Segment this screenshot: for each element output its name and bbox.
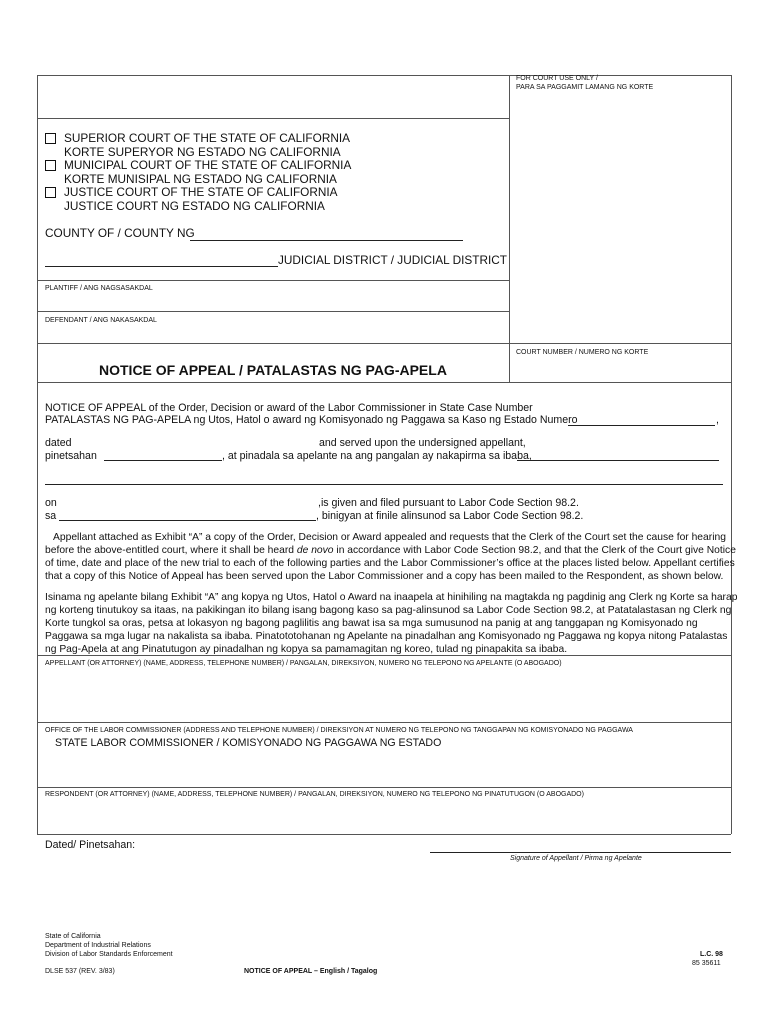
signature-field[interactable] (430, 852, 731, 853)
plaintiff-divider (37, 280, 509, 281)
court-number-label: COURT NUMBER / NUMERO NG KORTE (516, 349, 649, 356)
para-en-2a: before the above-entitled court, where it shall be heard (45, 545, 294, 556)
extra-field[interactable] (45, 484, 723, 485)
para-tl-1: Isinama ng apelante bilang Exhibit “A” ang kopya ng Utos, Hatol o Award na inaapela at hinihiling na magtakda ng pagdinig ang Clerk ng Korte sa harap (45, 592, 738, 603)
para-tl-4: Paggawa sa mga lugar na nakalista sa ibaba. Pinatototohanan ng Apelante na pinadalhan ang Komisyonado ng Paggawa ng kopya nitong Patalastas (45, 631, 728, 642)
given-tl: , binigyan at finile alinsunod sa Labor Code Section 98.2. (316, 510, 584, 522)
respondent-label: RESPONDENT (OR ATTORNEY) (NAME, ADDRESS, TELEPHONE NUMBER) / PANGALAN, DIREKSIYON, NUMERO NG TELEPONO NG PINATUTUGON (O ABOGADO) (45, 791, 584, 798)
header-divider (37, 118, 509, 119)
justice-court-tl: JUSTICE COURT NG ESTADO NG CALIFORNIA (64, 199, 325, 213)
served-tl: , at pinadala sa apelante na ang pangalan ay nakapirma sa ibaba, (222, 450, 532, 462)
comma-mark: , (716, 414, 719, 426)
footer-code: 85 35611 (692, 960, 721, 967)
para-en-3: of time, date and place of the new trial to each of the following parties and the Labor Commissioner’s office at the places listed below. Appellant certifies (45, 558, 735, 569)
para-tl-5: ng Pag-Apela at ang Pinatutugon ay pinadalhan ng kopya sa pamamagitan ng koreo, tulad ng pinapakita sa ibaba. (45, 644, 568, 655)
judicial-district-field[interactable] (45, 266, 278, 267)
superior-court-en: SUPERIOR COURT OF THE STATE OF CALIFORNIA (64, 131, 350, 145)
footer-agency1: State of California (45, 933, 101, 940)
court-use-divider (509, 75, 510, 382)
superior-court-tl: KORTE SUPERYOR NG ESTADO NG CALIFORNIA (64, 145, 341, 159)
para-tl-2: ng korteng tinutukoy sa itaas, na pakikingan ito bilang isang bagong kaso sa pag-alinsunod sa Labor Code Section 98.2, at Patatalastasan ng Clerk ng (45, 605, 732, 616)
office-divider (37, 722, 731, 723)
frame-right (731, 75, 732, 834)
municipal-court-tl: KORTE MUNISIPAL NG ESTADO NG CALIFORNIA (64, 172, 337, 186)
pinetsahan-label: pinetsahan (45, 450, 97, 462)
para-en-2 (45, 544, 736, 557)
footer-agency3: Division of Labor Standards Enforcement (45, 951, 173, 958)
signature-label: Signature of Appellant / Pirma ng Apelante (510, 855, 642, 862)
office-value: STATE LABOR COMMISSIONER / KOMISYONADO NG PAGGAWA NG ESTADO (55, 737, 442, 749)
appellant-name-field[interactable] (517, 460, 719, 461)
court-use-line2: PARA SA PAGGAMIT LAMANG NG KORTE (516, 84, 654, 91)
plaintiff-label: PLANTIFF / ANG NAGSASAKDAL (45, 285, 153, 292)
court-use-line1: FOR COURT USE ONLY / (516, 75, 598, 82)
sa-label: sa (45, 510, 57, 522)
respondent-divider (37, 787, 731, 788)
municipal-court-en: MUNICIPAL COURT OF THE STATE OF CALIFORNIA (64, 158, 352, 172)
justice-court-en: JUSTICE COURT OF THE STATE OF CALIFORNIA (64, 185, 338, 199)
footer-lc: L.C. 98 (700, 951, 723, 958)
para-en-4: that a copy of this Notice of Appeal has been served upon the Labor Commissioner and a copy has been mailed to the Respondent, as shown below. (45, 571, 724, 582)
notice-line2: PATALASTAS NG PAG-APELA ng Utos, Hatol o award ng Komisyonado ng Paggawa sa Kaso ng Estado Numero (45, 414, 578, 426)
frame-left (37, 75, 38, 834)
office-label: OFFICE OF THE LABOR COMMISSIONER (ADDRESS AND TELEPHONE NUMBER) / DIREKSIYON AT NUMERO NG TELEPONO NG TANGGAPAN NG KOMISYONADO NG PAGGAWA (45, 727, 633, 734)
para-en-1: Appellant attached as Exhibit “A” a copy of the Order, Decision or Award appealed and requests that the Clerk of the Court set the cause for hearing (53, 532, 726, 543)
appellant-field[interactable] (45, 672, 725, 718)
notice-line1: NOTICE OF APPEAL of the Order, Decision or award of the Labor Commissioner in State Case Number (45, 402, 533, 414)
para-tl-3: Korte tungkol sa oras, petsa at lokasyon ng bagong paglilitis ang bawat isa sa mga sumusunod na panig at ang tanggapan ng Komisyonado ng (45, 618, 698, 629)
page-title: NOTICE OF APPEAL / PATALASTAS NG PAG-APELA (99, 362, 447, 378)
county-field[interactable] (190, 240, 463, 241)
defendant-label: DEFENDANT / ANG NAKASAKDAL (45, 317, 157, 324)
county-label: COUNTY OF / COUNTY NG (45, 226, 195, 240)
para-en-2c: in accordance with Labor Code Section 98.2, and that the Clerk of the Court give Notice (336, 545, 736, 556)
dated-label: dated (45, 437, 72, 449)
served-en: and served upon the undersigned appellant, (319, 437, 526, 449)
para-en-2b: de novo (296, 545, 334, 556)
respondent-field[interactable] (45, 803, 725, 831)
footer-form-title: NOTICE OF APPEAL – English / Tagalog (244, 968, 378, 975)
appellant-label: APPELLANT (OR ATTORNEY) (NAME, ADDRESS, TELEPHONE NUMBER) / PANGALAN, DIREKSIYON, NUMERO NG TELEPONO NG APELANTE (O ABOGADO) (45, 660, 562, 667)
defendant-divider (37, 311, 509, 312)
dated-signature-label: Dated/ Pinetsahan: (45, 839, 136, 851)
footer-form-no: DLSE 537 (REV. 3/83) (45, 968, 115, 975)
justice-court-checkbox[interactable] (45, 187, 56, 198)
on-label: on (45, 497, 57, 509)
case-number-field[interactable] (568, 425, 715, 426)
frame-top (37, 75, 731, 76)
municipal-court-checkbox[interactable] (45, 160, 56, 171)
superior-court-checkbox[interactable] (45, 133, 56, 144)
title-divider-top (37, 343, 731, 344)
judicial-district-label: JUDICIAL DISTRICT / JUDICIAL DISTRICT (278, 253, 507, 267)
frame-bottom (37, 834, 731, 835)
filed-date-field[interactable] (59, 520, 316, 521)
dated-field[interactable] (104, 460, 222, 461)
footer-agency2: Department of Industrial Relations (45, 942, 151, 949)
given-en: ,is given and filed pursuant to Labor Code Section 98.2. (318, 497, 579, 509)
title-divider-bottom (37, 382, 731, 383)
